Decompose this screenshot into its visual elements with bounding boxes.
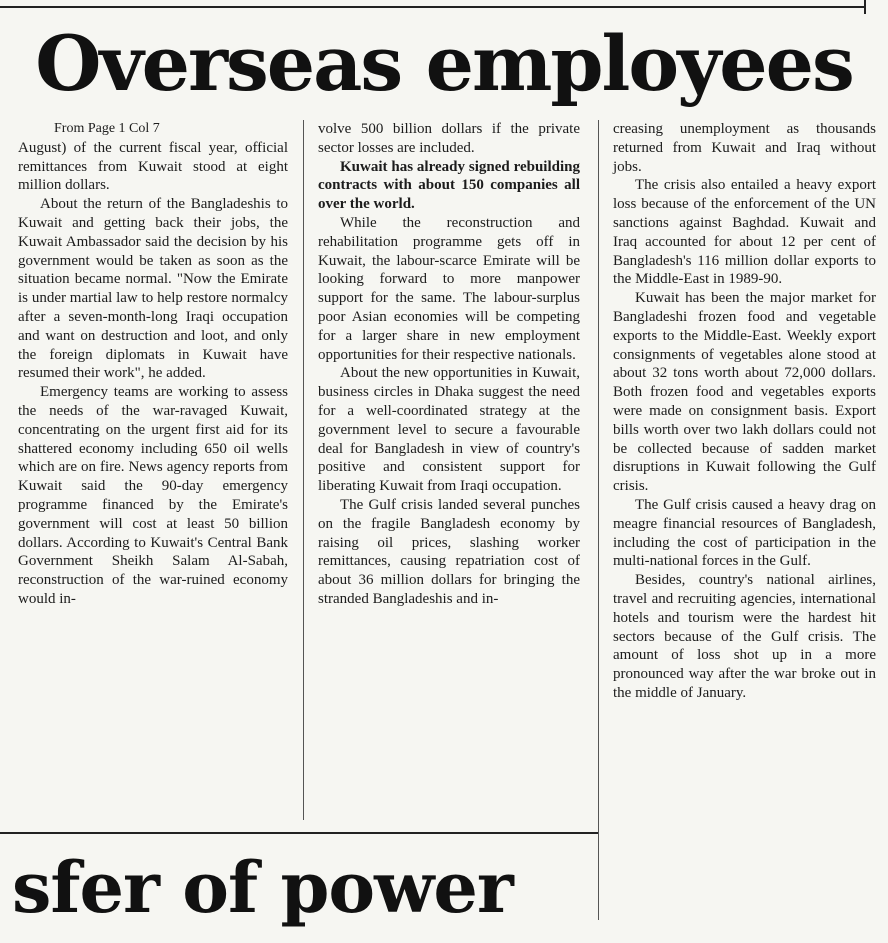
next-article-headline: sfer of power (12, 846, 513, 929)
article-column-1 (18, 120, 288, 609)
column-divider (303, 120, 304, 820)
paragraph: While the reconstruction and rehabilitation programme gets off in Kuwait, the labour-scarce Emirate will be looking forward to more manpower support for the same. The labour-surplus poor Asian economies will be competing for a larger share in new employment opportunities for their respective nationals. (318, 214, 580, 363)
headline: Overseas employees (35, 19, 853, 108)
paragraph: volve 500 billion dollars if the private sector losses are included. (318, 121, 580, 156)
bottom-rule (0, 832, 598, 834)
article-column-2 (318, 120, 580, 609)
article-column-3 (613, 120, 876, 703)
paragraph: About the return of the Bangladeshis to Kuwait and getting back their jobs, the Kuwait Ambassador said the decision by his government would be taken as soon as the situation became normal. "Now the Emirate is under martial law to help restore normalcy after a seven-month-long Iraqi occupation and want on destruction and loot, and only the foreign diplomats in Kuwait have resumed their work", he added. (18, 196, 288, 382)
paragraph: Kuwait has already signed rebuilding contracts with about 150 companies all over the world. (318, 158, 580, 213)
paragraph: Besides, country's national airlines, travel and recruiting agencies, international hotels and tourism were the hardest hit sectors because of the Gulf crisis. The amount of loss shot up in a more pronounced way after the war broke out in the middle of January. (613, 572, 876, 701)
paragraph: Kuwait has been the major market for Bangladeshi frozen food and vegetable exports to the Middle-East. Weekly export consignments of vegetables alone stood at about 32 tons worth about 72,000 dollars. Both frozen food and vegetables exports were made on consignment basis. Export bills worth over two lakh dollars could not be collected because of sadden market disruptions in Kuwait following the Gulf crisis. (613, 290, 876, 495)
paragraph: The Gulf crisis caused a heavy drag on meagre financial resources of Bangladesh, including the cost of participation in the multi-national forces in the Gulf. (613, 496, 876, 570)
top-rule (0, 6, 866, 8)
column-divider (598, 120, 599, 920)
paragraph: About the new opportunities in Kuwait, business circles in Dhaka suggest the need for a well-coordinated strategy at the government level to secure a favourable deal for Bangladesh in view of country's positive and consistent support for liberating Kuwait from Iraqi occupation. (318, 365, 580, 495)
top-rule-tick (856, 0, 866, 14)
paragraph: The Gulf crisis landed several punches on the fragile Bangladesh economy by raising oil prices, slashing worker remittances, causing repatriation cost of about 36 million dollars for bringing the stranded Bangladeshis and in- (318, 496, 580, 607)
paragraph: Emergency teams are working to assess the needs of the war-ravaged Kuwait, concentrating on the urgent first aid for its shattered economy including 650 oil wells which are on fire. News agency reports from Kuwait said the 90-day emergency programme financed by the Emirate's government will cost at least 50 billion dollars. According to Kuwait's Central Bank Government Sheikh Salam Al-Sabah, reconstruction of the war-ruined economy would in- (18, 384, 288, 607)
paragraph: creasing unemployment as thousands returned from Kuwait and Iraq without jobs. (613, 121, 876, 175)
paragraph: The crisis also entailed a heavy export loss because of the enforcement of the UN sanctions against Baghdad. Kuwait and Iraq accounted for about 12 per cent of Bangladesh's 116 million dollar exports to the Middle-East in 1989-90. (613, 177, 876, 288)
dateline: From Page 1 Col 7 (54, 121, 160, 136)
paragraph: August) of the current fiscal year, official remittances from Kuwait stood at eight million dollars. (18, 139, 288, 194)
